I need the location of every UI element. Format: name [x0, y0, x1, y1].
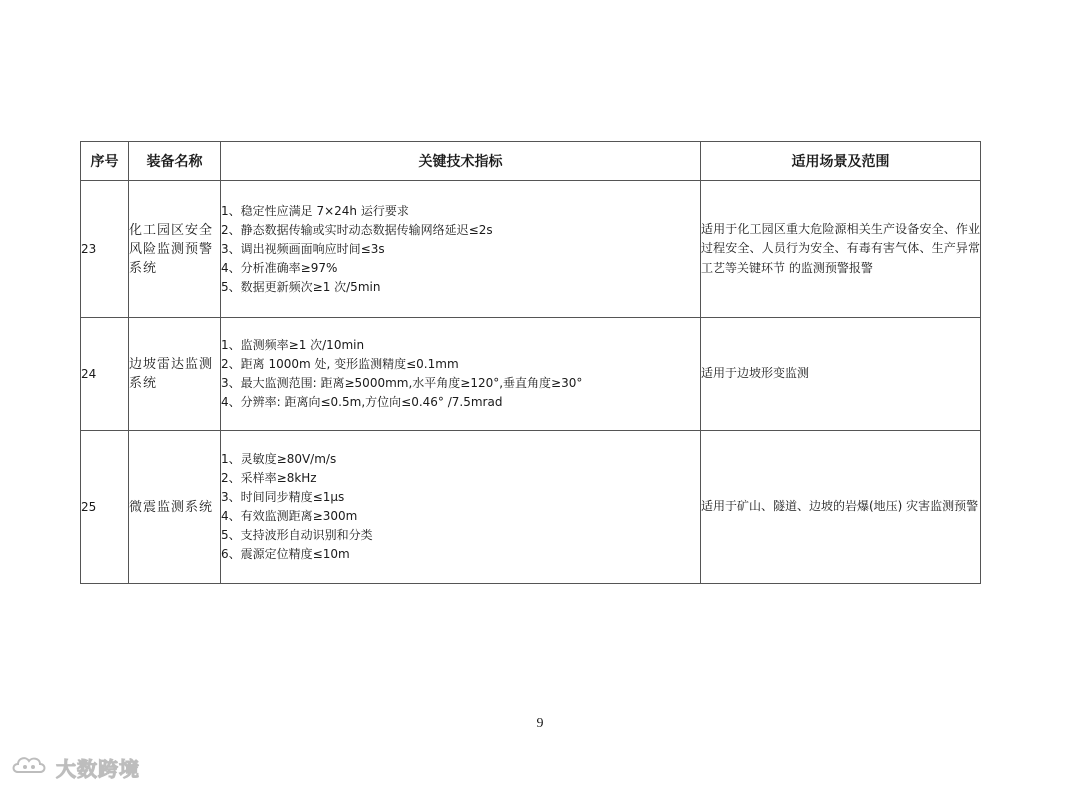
table-row — [81, 181, 981, 318]
page-number: 9 — [536, 716, 544, 731]
spec-line: 4、分辨率: 距离向≤0.5m,方位向≤0.46° /7.5mrad — [221, 395, 503, 409]
spec-line: 2、距离 1000m 处, 变形监测精度≤0.1mm — [221, 357, 459, 371]
watermark — [10, 752, 140, 782]
equipment-spec-table — [80, 141, 981, 584]
spec-line: 2、静态数据传输或实时动态数据传输网络延迟≤2s — [221, 222, 493, 237]
row-serial-no: 23 — [81, 181, 129, 318]
spec-line: 6、震源定位精度≤10m — [221, 547, 350, 561]
row-serial-no: 25 — [81, 431, 129, 584]
cloud-logo-icon — [10, 752, 50, 782]
spec-line: 3、调出视频画面响应时间≤3s — [221, 241, 385, 256]
row-equipment-name: 边坡雷达监测系统 — [129, 318, 221, 431]
header-application-scope: 适用场景及范围 — [701, 142, 981, 181]
row-application-scope: 适用于矿山、隧道、边坡的岩爆(地压) 灾害监测预警 — [701, 431, 981, 584]
row-tech-specs — [221, 318, 701, 431]
watermark-text: 大数跨境 — [56, 756, 140, 781]
spec-line: 1、监测频率≥1 次/10min — [221, 338, 365, 352]
row-equipment-name: 化工园区安全风险监测预警系统 — [129, 181, 221, 318]
table-header-row — [81, 142, 981, 181]
header-key-tech-specs: 关键技术指标 — [221, 142, 701, 181]
spec-line: 5、支持波形自动识别和分类 — [221, 528, 373, 542]
table-row — [81, 318, 981, 431]
table-row — [81, 431, 981, 584]
row-equipment-name: 微震监测系统 — [129, 431, 221, 584]
spec-line: 5、数据更新频次≥1 次/5min — [221, 279, 381, 294]
row-application-scope: 适用于化工园区重大危险源相关生产设备安全、作业过程安全、人员行为安全、有毒有害气体、生产异常工艺等关键环节 的监测预警报警 — [701, 181, 981, 318]
spec-line: 2、采样率≥8kHz — [221, 471, 317, 485]
row-tech-specs — [221, 181, 701, 318]
row-application-scope: 适用于边坡形变监测 — [701, 318, 981, 431]
row-tech-specs — [221, 431, 701, 584]
spec-line: 4、分析准确率≥97% — [221, 260, 338, 275]
spec-line: 3、时间同步精度≤1μs — [221, 490, 345, 504]
header-equipment-name: 装备名称 — [129, 142, 221, 181]
spec-line: 1、稳定性应满足 7×24h 运行要求 — [221, 203, 409, 218]
spec-line: 3、最大监测范围: 距离≥5000mm,水平角度≥120°,垂直角度≥30° — [221, 376, 583, 390]
header-serial-no: 序号 — [81, 142, 129, 181]
row-serial-no: 24 — [81, 318, 129, 431]
spec-line: 4、有效监测距离≥300m — [221, 509, 358, 523]
spec-line: 1、灵敏度≥80V/m/s — [221, 452, 337, 466]
